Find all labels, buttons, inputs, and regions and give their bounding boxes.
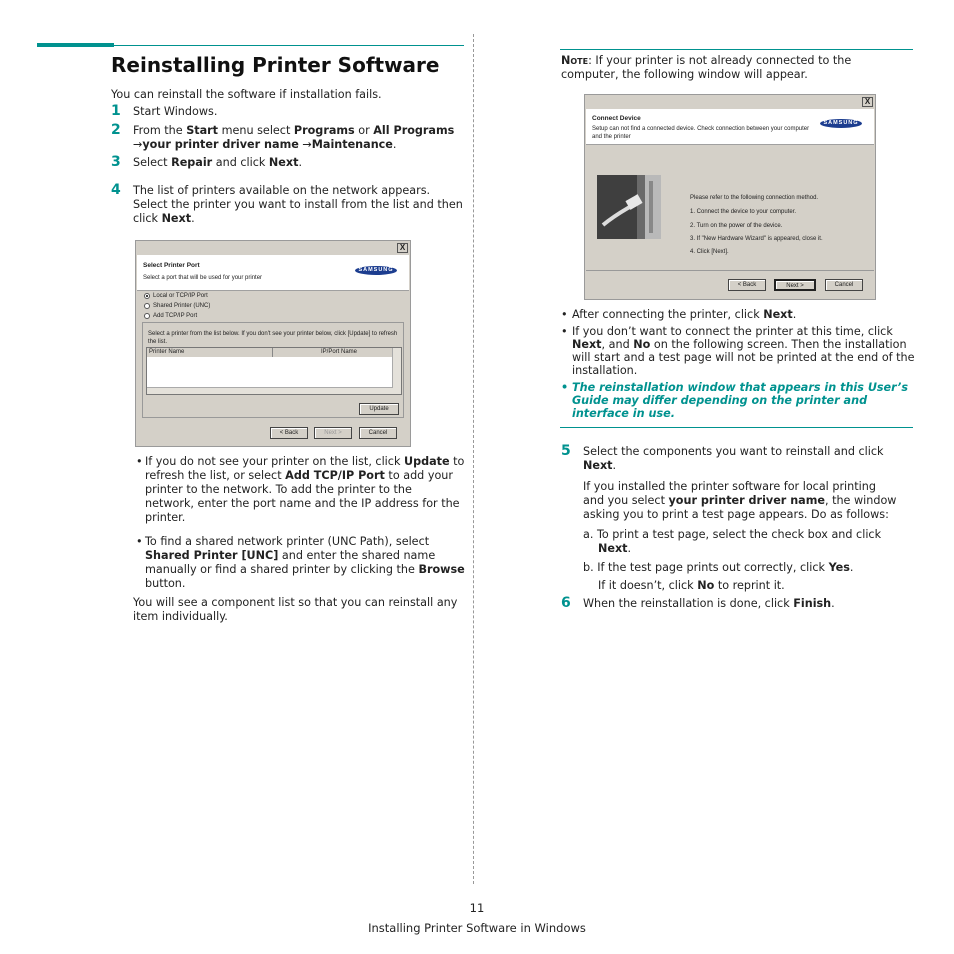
dialog-header <box>586 109 874 145</box>
bullet-icon: • <box>561 308 568 321</box>
note-top-rule <box>560 49 913 50</box>
option-label: Local or TCP/IP Port <box>153 293 208 299</box>
back-button[interactable]: < Back <box>728 279 766 291</box>
substep-b-retry: If it doesn’t, click No to reprint it. <box>598 579 785 592</box>
step-number-1: 1 <box>111 103 121 119</box>
intro-text: You can reinstall the software if installation fails. <box>111 88 382 101</box>
dialog-header <box>137 255 409 291</box>
dialog-title: Select Printer Port <box>143 262 200 269</box>
usb-cable-icon <box>597 175 661 239</box>
column-header-ip-port[interactable]: IP/Port Name <box>273 348 393 357</box>
chapter-title: Installing Printer Software in Windows <box>368 921 586 935</box>
cancel-button[interactable]: Cancel <box>359 427 397 439</box>
dialog-title: Connect Device <box>592 115 641 122</box>
radio-add-tcpip[interactable] <box>144 313 150 319</box>
local-printing-paragraph: If you installed the printer software for local printing and you select your printer driver name, the window asking you to print a test page appears. Do as follows: <box>583 480 897 521</box>
bullet-icon: • <box>561 381 569 394</box>
printer-list[interactable] <box>146 347 402 395</box>
bullet-icon: • <box>136 455 143 468</box>
step-number-5: 5 <box>561 443 571 459</box>
close-icon[interactable]: X <box>862 97 873 107</box>
radio-local-port[interactable] <box>144 293 150 299</box>
heading-accent-bar <box>37 43 114 47</box>
dialog-subtitle: Select a port that will be used for your printer <box>143 275 263 281</box>
vertical-scrollbar[interactable] <box>392 348 401 394</box>
cancel-button[interactable]: Cancel <box>825 279 863 291</box>
substep-a: a. To print a test page, select the check box and click Next. <box>583 528 882 555</box>
dialog-subtitle: Setup can not find a connected device. Check connection between your computer and the printer <box>592 126 810 140</box>
heading-rule <box>114 45 464 46</box>
select-printer-port-dialog <box>135 240 411 447</box>
step-number-2: 2 <box>111 122 121 138</box>
close-icon[interactable]: X <box>397 243 408 253</box>
back-button[interactable]: < Back <box>270 427 308 439</box>
next-button[interactable]: Next > <box>774 279 816 291</box>
dialog-separator <box>586 270 874 271</box>
reinstall-window-note: • The reinstallation window that appears in this User’s Guide may differ depending on the printer and interface in use. <box>561 381 909 420</box>
page-title: Reinstalling Printer Software <box>111 53 440 77</box>
bullet-icon: • <box>561 325 568 338</box>
samsung-logo: SAMSUNG <box>820 119 862 128</box>
step-number-4: 4 <box>111 182 121 198</box>
next-button[interactable]: Next > <box>314 427 352 439</box>
radio-shared-printer[interactable] <box>144 303 150 309</box>
usb-connection-image <box>597 175 661 239</box>
option-label: Add TCP/IP Port <box>153 313 198 319</box>
step-2-text: From the Start menu select Programs or All Programs →your printer driver name →Maintenance. <box>133 124 455 151</box>
list-hint: Select a printer from the list below. If you don't see your printer below, click [Update] to refresh the list. <box>148 331 398 345</box>
component-list-text: You will see a component list so that you can reinstall any item individually. <box>133 596 458 623</box>
note-text: Note: If your printer is not already connected to the computer, the following window will appear. <box>561 54 852 81</box>
connection-instruction: Please refer to the following connection method. <box>690 195 819 201</box>
bullet-update: • If you do not see your printer on the list, click Update to refresh the list, or select Add TCP/IP Port to add your printer to the network. To add the printer to the network, enter the port name and the IP address for the printer. <box>136 455 465 524</box>
bullet-no-connect: • If you don’t want to connect the printer at this time, click Next, and No on the following screen. Then the installation will start and a test page will not be printed at the end of the installation. <box>561 325 915 377</box>
page-number: 11 <box>469 901 485 915</box>
step-number-3: 3 <box>111 154 121 170</box>
note-bottom-rule <box>560 427 913 428</box>
step-5-text: Select the components you want to reinstall and click Next. <box>583 445 884 472</box>
step-6-text: When the reinstallation is done, click Finish. <box>583 597 835 610</box>
connection-step: 2. Turn on the power of the device. <box>690 223 783 229</box>
bullet-after-connecting: • After connecting the printer, click Next. <box>561 308 797 321</box>
connection-step: 4. Click [Next]. <box>690 249 729 255</box>
step-number-6: 6 <box>561 595 571 611</box>
printer-list-group <box>142 322 404 418</box>
connection-step: 1. Connect the device to your computer. <box>690 209 797 215</box>
step-4-text: The list of printers available on the network appears. Select the printer you want to install from the list and then click Next. <box>133 184 463 225</box>
option-label: Shared Printer (UNC) <box>153 303 211 309</box>
connect-device-dialog <box>584 94 876 300</box>
substep-b: b. If the test page prints out correctly, click Yes. <box>583 561 854 574</box>
samsung-logo: SAMSUNG <box>355 266 397 275</box>
bullet-shared-printer: • To find a shared network printer (UNC Path), select Shared Printer [UNC] and enter the shared name manually or find a shared printer by clicking the Browse button. <box>136 535 465 590</box>
step-3-text: Select Repair and click Next. <box>133 156 302 169</box>
column-header-printer-name[interactable]: Printer Name <box>147 348 273 357</box>
bullet-icon: • <box>136 535 143 548</box>
step-1-text: Start Windows. <box>133 105 218 118</box>
horizontal-scrollbar[interactable] <box>147 387 393 394</box>
update-button[interactable]: Update <box>359 403 399 415</box>
connection-step: 3. If "New Hardware Wizard" is appeared, close it. <box>690 236 823 242</box>
column-divider <box>473 34 474 884</box>
